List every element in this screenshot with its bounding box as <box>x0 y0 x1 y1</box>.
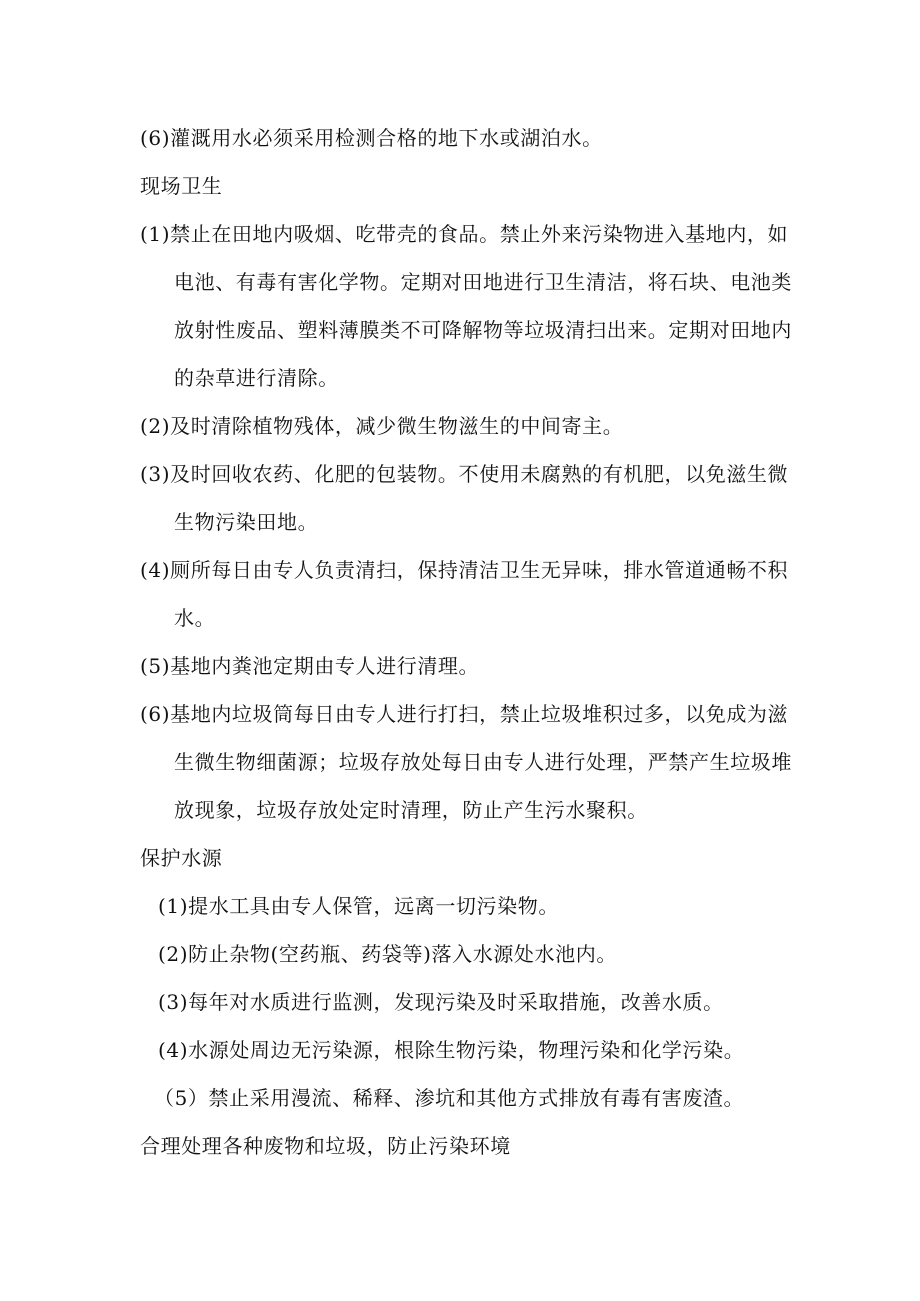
section-heading-water-protection: 保护水源 <box>140 846 223 870</box>
list-item-hygiene-4: (4)厕所每日由专人负责清扫，保持清洁卫生无异味，排水管道通畅不积 <box>140 558 789 582</box>
list-item-water-5: （5）禁止采用漫流、稀释、渗坑和其他方式排放有毒有害废渣。 <box>154 1086 745 1110</box>
list-item-hygiene-6-cont: 生微生物细菌源；垃圾存放处每日由专人进行处理，严禁产生垃圾堆 <box>174 750 792 774</box>
list-item-hygiene-2: (2)及时清除植物残体，减少微生物滋生的中间寄主。 <box>140 414 624 438</box>
list-item-hygiene-6: (6)基地内垃圾筒每日由专人进行打扫，禁止垃圾堆积过多，以免成为滋 <box>140 702 789 726</box>
section-heading-site-hygiene: 现场卫生 <box>140 174 223 198</box>
list-item-hygiene-6-cont: 放现象，垃圾存放处定时清理，防止产生污水聚积。 <box>174 798 648 822</box>
list-item-water-3: (3)每年对水质进行监测，发现污染及时采取措施，改善水质。 <box>158 990 724 1014</box>
section-heading-waste-handling: 合理处理各种废物和垃圾，防止污染环境 <box>140 1134 511 1158</box>
list-item-hygiene-3-cont: 生物污染田地。 <box>174 510 319 534</box>
list-item-hygiene-5: (5)基地内粪池定期由专人进行清理。 <box>140 654 480 678</box>
list-item-irrigation-water: (6)灌溉用水必须采用检测合格的地下水或湖泊水。 <box>140 126 603 150</box>
list-item-hygiene-4-cont: 水。 <box>174 606 216 630</box>
list-item-water-4: (4)水源处周边无污染源，根除生物污染，物理污染和化学污染。 <box>158 1038 745 1062</box>
list-item-hygiene-1-cont: 电池、有毒有害化学物。定期对田地进行卫生清洁，将石块、电池类 <box>174 270 792 294</box>
list-item-hygiene-3: (3)及时回收农药、化肥的包装物。不使用未腐熟的有机肥，以免滋生微 <box>140 462 789 486</box>
list-item-water-1: (1)提水工具由专人保管，远离一切污染物。 <box>158 894 559 918</box>
list-item-hygiene-1-cont: 放射性废品、塑料薄膜类不可降解物等垃圾清扫出来。定期对田地内 <box>174 318 792 342</box>
list-item-water-2: (2)防止杂物(空药瓶、药袋等)落入水源处水池内。 <box>158 942 617 966</box>
list-item-hygiene-1: (1)禁止在田地内吸烟、吃带壳的食品。禁止外来污染物进入基地内，如 <box>140 222 789 246</box>
list-item-hygiene-1-cont: 的杂草进行清除。 <box>174 366 339 390</box>
